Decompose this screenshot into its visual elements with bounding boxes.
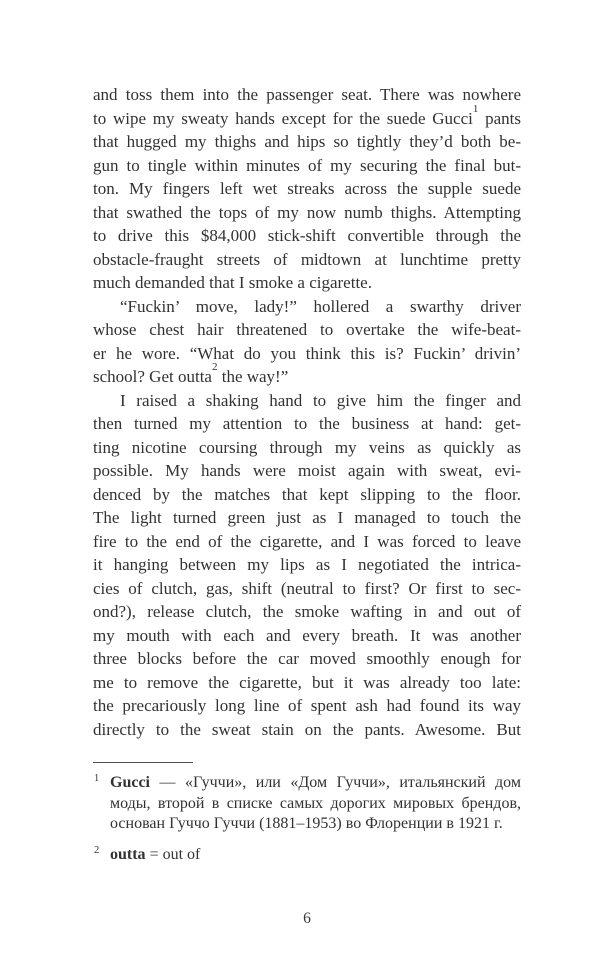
footnote-2 bbox=[93, 845, 521, 866]
text-line bbox=[93, 177, 521, 201]
text-line bbox=[93, 361, 521, 389]
text-line bbox=[93, 530, 521, 554]
text-segment: моды, второй в списке самых дорогих мировых брендов, bbox=[110, 794, 521, 812]
text-segment: much demanded that I smoke a cigarette. bbox=[93, 273, 372, 292]
text-line bbox=[93, 553, 521, 577]
text-segment: school? Get outta bbox=[93, 367, 212, 386]
text-segment: “Fuckin’ move, lady!” hollered a swarthy driver bbox=[120, 296, 521, 316]
paragraph-2 bbox=[93, 295, 521, 389]
text-segment: obstacle-fraught streets of midtown at lunchtime pretty bbox=[93, 249, 521, 269]
text-segment: основан Гуччо Гуччи (1881–1953) во Флоренции в 1921 г. bbox=[110, 815, 503, 832]
footnote-marker-2: 2 bbox=[94, 844, 100, 856]
footnote-ref[interactable]: 1 bbox=[472, 102, 479, 115]
text-segment: fire to the end of the cigarette, and I was forced to leave bbox=[93, 531, 521, 551]
text-line bbox=[93, 318, 521, 342]
text-segment: then turned my attention to the business at hand: get- bbox=[93, 414, 521, 433]
text-segment: = out of bbox=[145, 845, 201, 863]
text-line bbox=[110, 773, 521, 794]
footnotes-section bbox=[93, 762, 521, 875]
text-line bbox=[93, 483, 521, 507]
text-line bbox=[93, 412, 521, 436]
text-line bbox=[93, 600, 521, 624]
footnote-2-text bbox=[110, 845, 521, 866]
text-line bbox=[93, 577, 521, 601]
text-line bbox=[93, 201, 521, 225]
text-line bbox=[93, 271, 521, 295]
text-segment: that swathed the tops of my now numb thighs. Attempting bbox=[93, 202, 521, 222]
text-line bbox=[93, 130, 521, 154]
text-segment: pants bbox=[478, 108, 521, 128]
text-line bbox=[93, 83, 521, 107]
text-segment: possible. My hands were moist again with sweat, evi- bbox=[93, 461, 521, 480]
text-line bbox=[93, 624, 521, 648]
text-segment: whose chest hair threatened to overtake the wife-beat- bbox=[93, 320, 521, 339]
text-line bbox=[93, 694, 521, 718]
text-segment: the way!” bbox=[217, 367, 289, 386]
text-line bbox=[110, 814, 521, 835]
footnote-marker-1: 1 bbox=[94, 773, 100, 784]
text-segment: ond?), release clutch, the smoke wafting in and out of bbox=[93, 602, 521, 621]
text-segment: the precariously long line of spent ash had found its way bbox=[93, 696, 521, 715]
text-segment: three blocks before the car moved smoothly enough for bbox=[93, 649, 521, 668]
text-segment: The light turned green just as I managed to touch the bbox=[93, 508, 521, 527]
text-segment: to drive this $84,000 stick-shift convertible through the bbox=[93, 226, 521, 245]
text-segment: gun to tingle within minutes of my securing the final but- bbox=[93, 155, 521, 175]
text-line bbox=[93, 506, 521, 530]
text-line bbox=[93, 671, 521, 695]
text-line bbox=[93, 718, 521, 742]
text-line bbox=[110, 845, 521, 866]
text-line bbox=[93, 342, 521, 366]
text-segment: and toss them into the passenger seat. There was nowhere bbox=[93, 85, 521, 104]
text-line bbox=[93, 102, 521, 131]
paragraph-1 bbox=[93, 83, 521, 295]
text-segment: — «Гуччи», или «Дом Гуччи», итальянский дом bbox=[150, 774, 521, 791]
page-number: 6 bbox=[303, 910, 311, 927]
footnote-divider bbox=[93, 762, 193, 763]
main-text-block bbox=[93, 83, 521, 741]
bold-term: Gucci bbox=[110, 774, 150, 791]
text-segment: that hugged my thighs and hips so tightly they’d both be- bbox=[93, 132, 521, 151]
text-segment: cies of clutch, gas, shift (neutral to first? Or first to sec- bbox=[93, 578, 521, 598]
footnote-1-text bbox=[110, 773, 521, 835]
text-segment: denced by the matches that kept slipping to the floor. bbox=[93, 484, 521, 504]
footnote-ref[interactable]: 2 bbox=[211, 361, 218, 374]
text-segment: ton. My fingers left wet streaks across the supple suede bbox=[93, 179, 521, 198]
text-line bbox=[93, 647, 521, 671]
text-line bbox=[93, 224, 521, 248]
text-segment: to wipe my sweaty hands except for the suede Gucci bbox=[93, 108, 473, 128]
text-line bbox=[93, 459, 521, 483]
text-line bbox=[93, 389, 521, 413]
text-line bbox=[93, 295, 521, 319]
text-line bbox=[93, 436, 521, 460]
text-segment: I raised a shaking hand to give him the finger and bbox=[120, 390, 521, 410]
text-segment: er he wore. “What do you think this is? Fuckin’ drivin’ bbox=[93, 343, 521, 363]
footnote-1 bbox=[93, 773, 521, 835]
text-segment: my mouth with each and every breath. It was another bbox=[93, 625, 521, 645]
paragraph-3 bbox=[93, 389, 521, 742]
bold-term: outta bbox=[110, 845, 146, 863]
text-segment: me to remove the cigarette, but it was already too late: bbox=[93, 672, 521, 692]
text-segment: ting nicotine coursing through my veins as quickly as bbox=[93, 437, 521, 457]
text-segment: it hanging between my lips as I negotiated the intrica- bbox=[93, 555, 521, 574]
text-line bbox=[93, 248, 521, 272]
text-line bbox=[110, 794, 521, 815]
text-line bbox=[93, 154, 521, 178]
text-segment: directly to the sweat stain on the pants. Awesome. But bbox=[93, 719, 521, 739]
